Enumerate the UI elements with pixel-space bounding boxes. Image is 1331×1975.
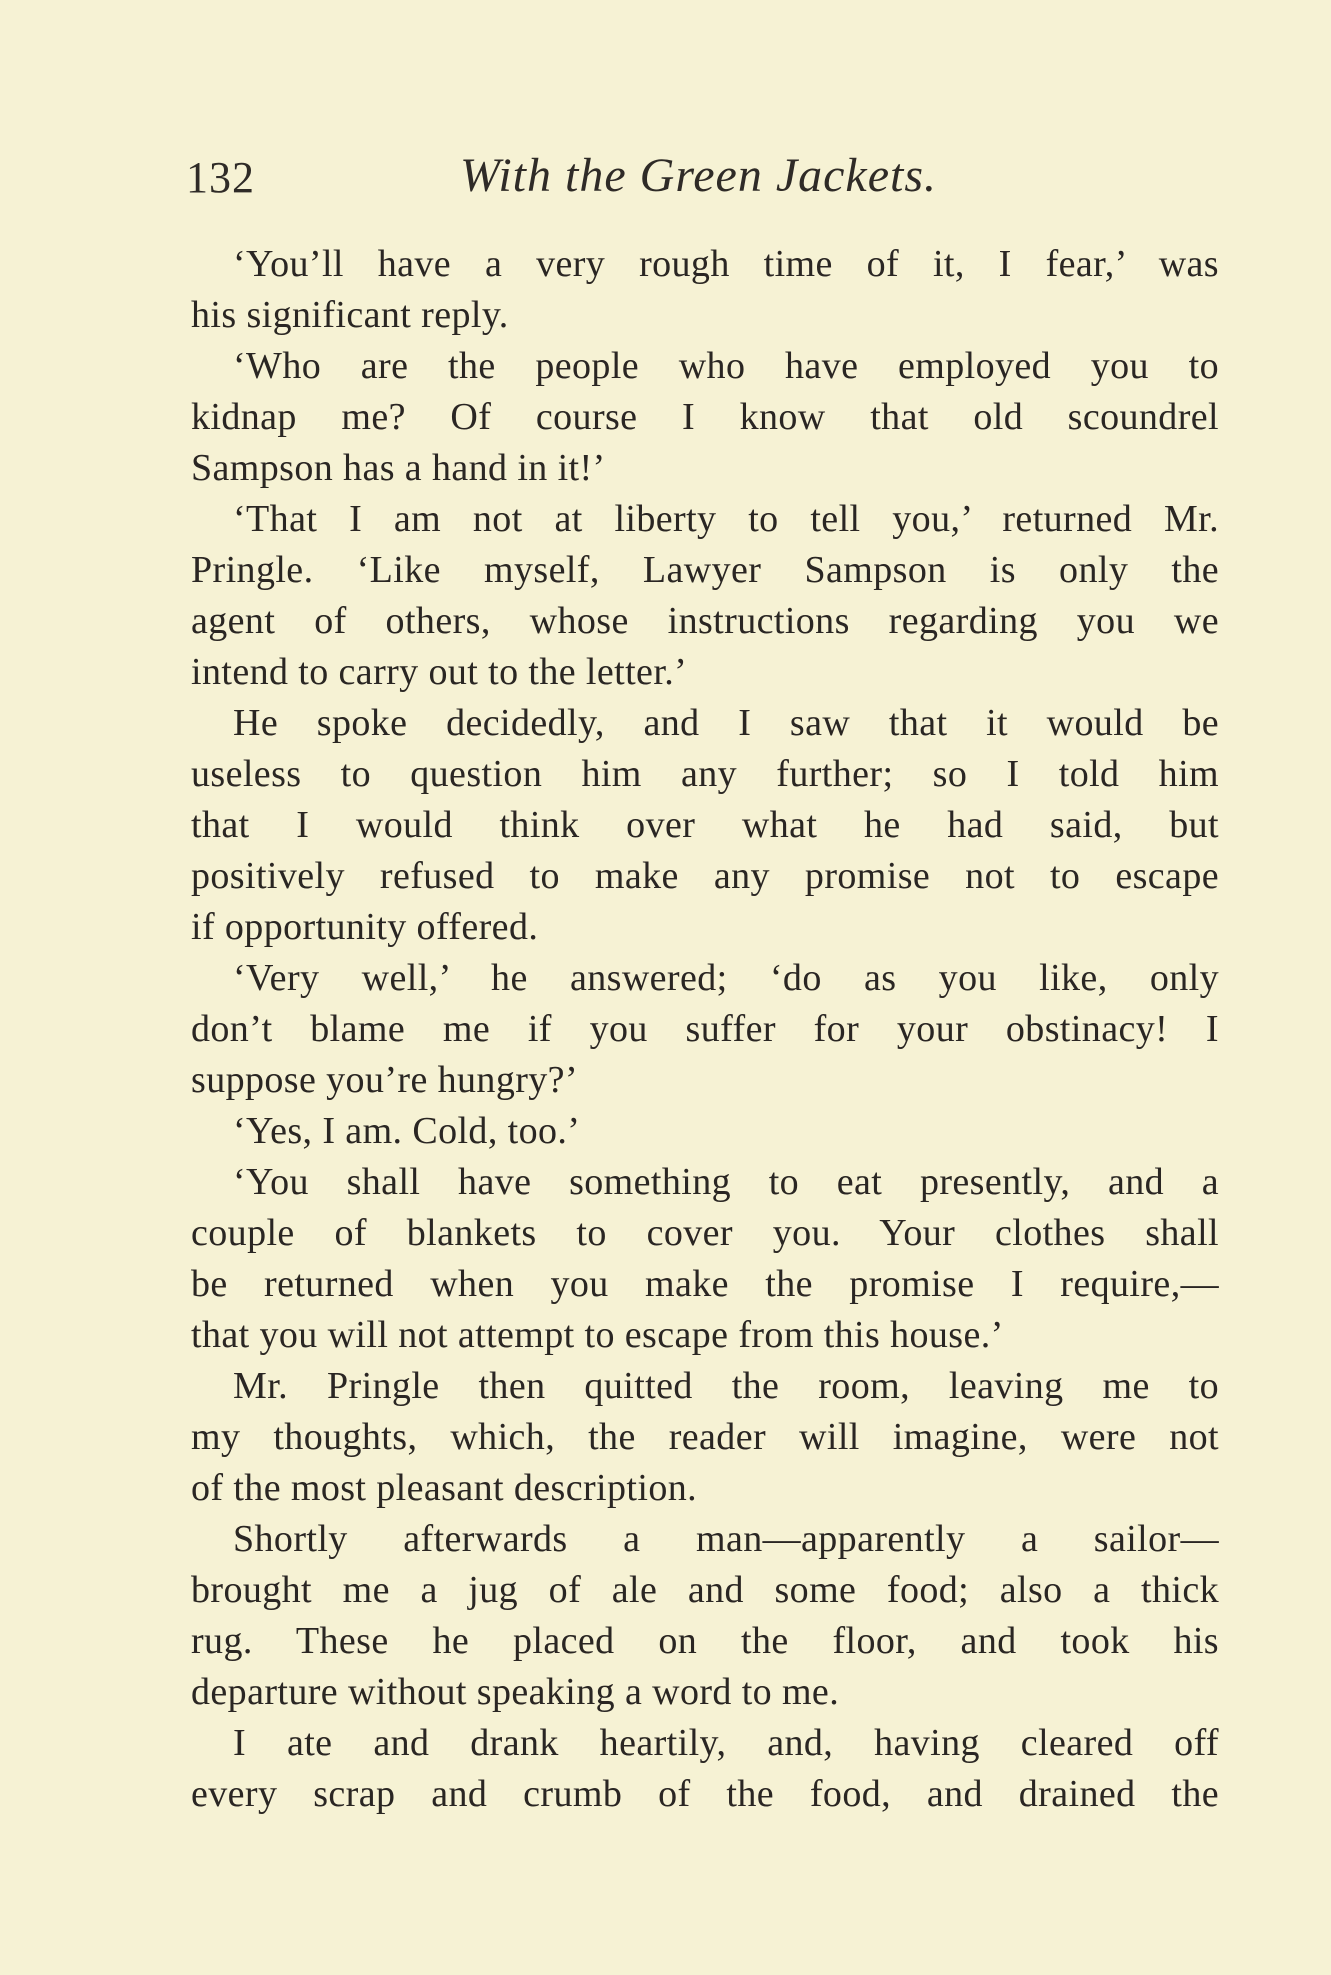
- text-line: rug. These he placed on the floor, and took his: [191, 1620, 1219, 1662]
- text-line: ‘Very well,’ he answered; ‘do as you like, only: [233, 957, 1219, 999]
- running-title: With the Green Jackets.: [460, 149, 938, 202]
- text-line: He spoke decidedly, and I saw that it would be: [233, 702, 1219, 744]
- text-line: Shortly afterwards a man—apparently a sailor—: [233, 1518, 1219, 1560]
- text-line: ‘You shall have something to eat presently, and a: [233, 1161, 1219, 1203]
- body-text: [191, 239, 1219, 1820]
- text-line: useless to question him any further; so I told him: [191, 753, 1219, 795]
- text-line: of the most pleasant description.: [191, 1467, 698, 1509]
- text-line: be returned when you make the promise I require,—: [191, 1263, 1219, 1305]
- text-line: brought me a jug of ale and some food; also a thick: [191, 1569, 1219, 1611]
- text-line: Sampson has a hand in it!’: [191, 447, 606, 489]
- text-line: suppose you’re hungry?’: [191, 1059, 578, 1101]
- text-line: Mr. Pringle then quitted the room, leaving me to: [233, 1365, 1219, 1407]
- text-line: ‘Who are the people who have employed you to: [233, 345, 1219, 387]
- page-header: [186, 148, 1226, 208]
- text-line: ‘Yes, I am. Cold, too.’: [233, 1110, 581, 1152]
- text-line: I ate and drank heartily, and, having cleared off: [233, 1722, 1219, 1764]
- text-line: every scrap and crumb of the food, and drained the: [191, 1773, 1219, 1815]
- text-line: intend to carry out to the letter.’: [191, 651, 688, 693]
- text-line: positively refused to make any promise not to escape: [191, 855, 1219, 897]
- text-line: that you will not attempt to escape from this house.’: [191, 1314, 1004, 1356]
- text-line: my thoughts, which, the reader will imagine, were not: [191, 1416, 1219, 1458]
- text-line: ‘You’ll have a very rough time of it, I fear,’ was: [233, 243, 1219, 285]
- text-line: that I would think over what he had said, but: [191, 804, 1219, 846]
- text-line: don’t blame me if you suffer for your obstinacy! I: [191, 1008, 1219, 1050]
- text-line: Pringle. ‘Like myself, Lawyer Sampson is only the: [191, 549, 1219, 591]
- text-line: if opportunity offered.: [191, 906, 539, 948]
- text-line: agent of others, whose instructions regarding you we: [191, 600, 1219, 642]
- text-line: departure without speaking a word to me.: [191, 1671, 840, 1713]
- page-number: 132: [186, 153, 255, 202]
- text-line: ‘That I am not at liberty to tell you,’ returned Mr.: [233, 498, 1219, 540]
- text-line: couple of blankets to cover you. Your clothes shall: [191, 1212, 1219, 1254]
- text-line: his significant reply.: [191, 294, 509, 336]
- text-line: kidnap me? Of course I know that old scoundrel: [191, 396, 1219, 438]
